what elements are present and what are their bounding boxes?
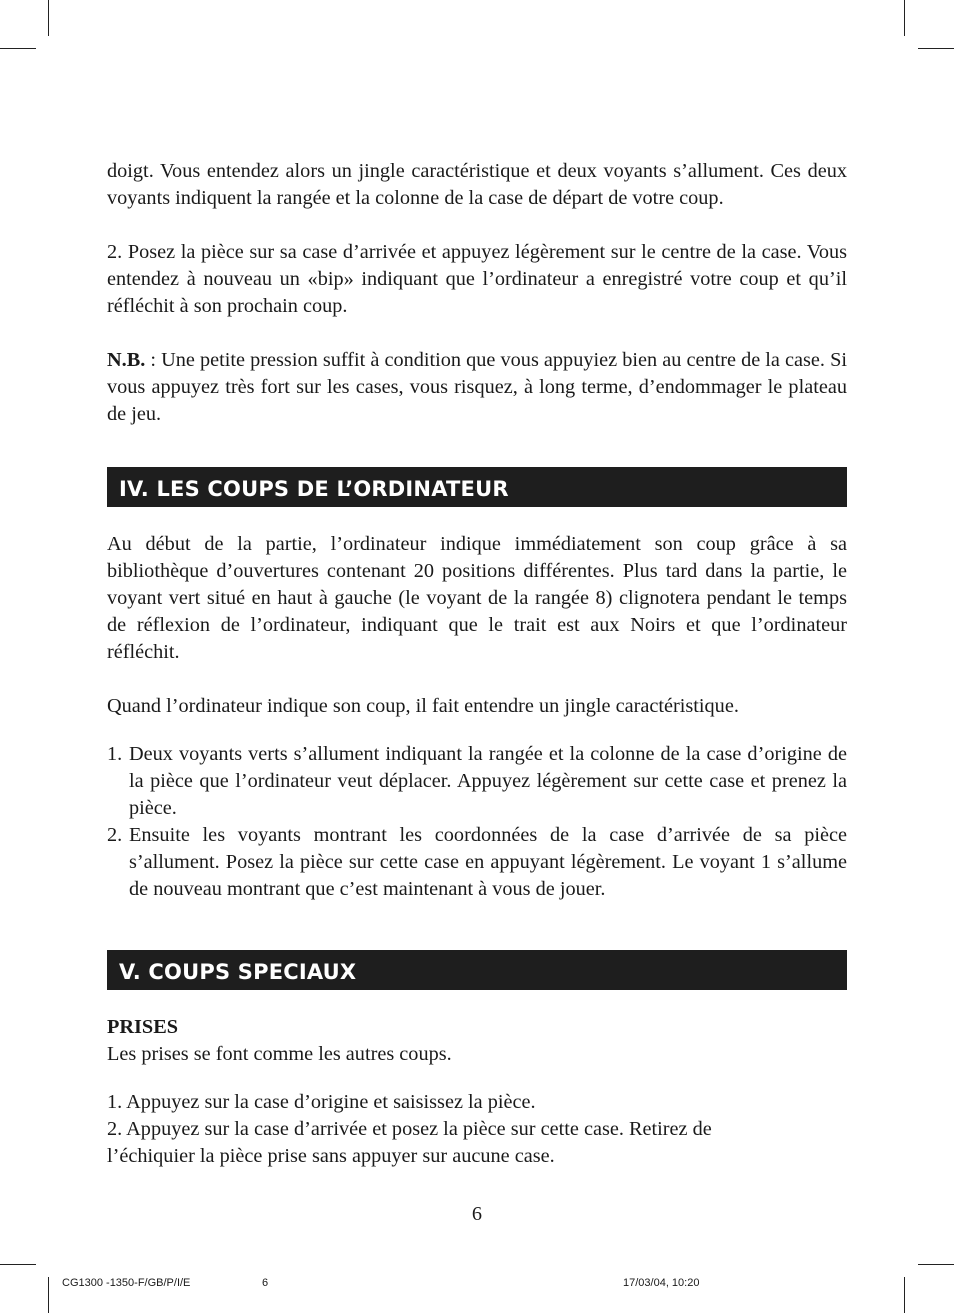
note-label: N.B. bbox=[107, 349, 146, 371]
subheading: PRISES bbox=[107, 1016, 179, 1038]
section-heading: V. COUPS SPECIAUX bbox=[107, 950, 847, 990]
crop-mark bbox=[0, 1264, 36, 1265]
list-text: Deux voyants verts s’allument indiquant la rangée et la colonne de la case d’origine de la pièce que l’ordinateur veut déplacer. Appuyez légèrement sur cette case et prenez la pièce. bbox=[129, 743, 847, 819]
paragraph: 2. Posez la pièce sur sa case d’arrivée et appuyez légèrement sur le centre de la case. Vous entendez à nouveau un «bip» indiquant que l’ordinateur a enregistré votre coup et qu’il réfléchit à son prochain coup. bbox=[107, 241, 847, 317]
list-number: 1. bbox=[107, 743, 123, 765]
crop-mark bbox=[904, 1277, 905, 1313]
paragraph: Les prises se font comme les autres coups. bbox=[107, 1043, 452, 1065]
note-paragraph bbox=[107, 347, 847, 428]
list-item bbox=[107, 822, 847, 903]
crop-mark bbox=[0, 48, 36, 49]
section-heading: IV. LES COUPS DE L’ORDINATEUR bbox=[107, 467, 847, 507]
paragraph: doigt. Vous entendez alors un jingle caractéristique et deux voyants s’allument. Ces deux voyants indiquent la rangée et la colonne de la case de départ de votre coup. bbox=[107, 160, 847, 209]
paragraph: Quand l’ordinateur indique son coup, il fait entendre un jingle caractéristique. bbox=[107, 695, 739, 717]
paragraph: 1. Appuyez sur la case d’origine et saisissez la pièce. bbox=[107, 1091, 536, 1113]
paragraph: Au début de la partie, l’ordinateur indique immédiatement son coup grâce à sa bibliothèque d’ouvertures contenant 20 positions différentes. Plus tard dans la partie, le voyant vert situé en haut à gauche (le voyant de la rangée 8) clignotera pendant le temps de réflexion de l’ordinateur, indiquant que le trait est aux Noirs et que l’ordinateur réfléchit. bbox=[107, 533, 847, 663]
crop-mark bbox=[48, 0, 49, 36]
list-item bbox=[107, 741, 847, 822]
list-text: Ensuite les voyants montrant les coordonnées de la case d’arrivée de sa pièce s’allument. Posez la pièce sur cette case en appuyant légèrement. Le voyant 1 s’allume de nouveau montrant que c’est maintenant à vous de jouer. bbox=[129, 824, 847, 900]
list-number: 2. bbox=[107, 824, 123, 846]
page-content bbox=[107, 158, 847, 1170]
crop-mark bbox=[918, 1264, 954, 1265]
footer-code: CG1300 -1350-F/GB/P/I/E bbox=[62, 1277, 191, 1289]
crop-mark bbox=[48, 1277, 49, 1313]
note-text: : Une petite pression suffit à condition que vous appuyiez bien au centre de la case. Si vous appuyez très fort sur les cases, vous risquez, à long terme, d’endommager le plateau de jeu. bbox=[107, 349, 847, 425]
paragraph: 2. Appuyez sur la case d’arrivée et posez la pièce sur cette case. Retirez de l’échiquier la pièce prise sans appuyer sur aucune case. bbox=[107, 1118, 712, 1167]
footer-datetime: 17/03/04, 10:20 bbox=[623, 1277, 700, 1289]
page-number: 6 bbox=[471, 1203, 483, 1225]
crop-mark bbox=[918, 48, 954, 49]
crop-mark bbox=[904, 0, 905, 36]
footer-page: 6 bbox=[262, 1277, 269, 1289]
